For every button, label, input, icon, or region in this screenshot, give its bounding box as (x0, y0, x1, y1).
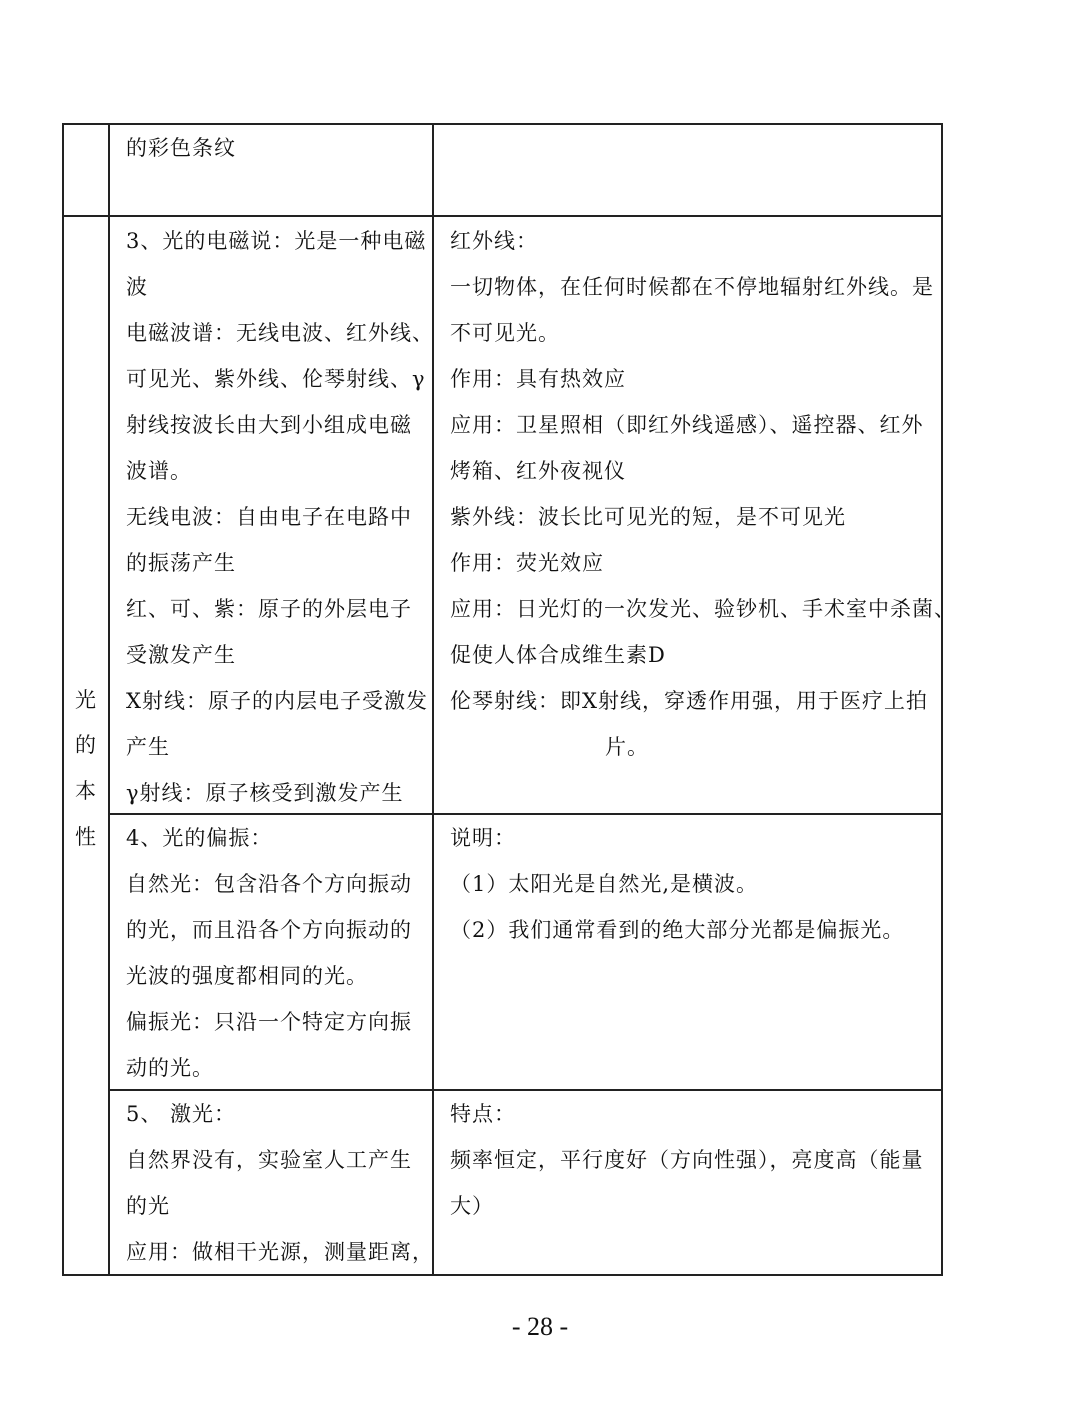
text-line: 伦琴射线：即X射线，穿透作用强，用于医疗上拍 (450, 689, 928, 713)
text-line: 一切物体，在任何时候都在不停地辐射红外线。是 (450, 275, 934, 299)
text-line: 应用：卫星照相（即红外线遥感）、遥控器、红外 (450, 413, 924, 437)
text-line: 3、光的电磁说：光是一种电磁 (126, 229, 427, 253)
text-line: 的光，而且沿各个方向振动的 (126, 918, 412, 942)
row-divider (62, 215, 943, 217)
text-line: （1）太阳光是自然光,是横波。 (450, 872, 759, 896)
row-3-left-cell (126, 815, 412, 1091)
text-line: 无线电波：自由电子在电路中 (126, 505, 412, 529)
text-line: 光波的强度都相同的光。 (126, 964, 368, 988)
text-line: 说明： (450, 826, 516, 850)
row-2-right-cell (450, 218, 956, 770)
text-line: 特点： (450, 1102, 516, 1126)
text-line: （2）我们通常看到的绝大部分光都是偏振光。 (450, 918, 905, 942)
text-line: 作用：具有热效应 (450, 367, 626, 391)
row-3-right-cell (450, 815, 904, 953)
text-line: 偏振光：只沿一个特定方向振 (126, 1010, 412, 1034)
row-4-left-cell (126, 1091, 434, 1275)
text-line: 红外线： (450, 229, 538, 253)
row-4-right-cell (450, 1091, 924, 1229)
text-line: 应用：日光灯的一次发光、验钞机、手术室中杀菌、 (450, 597, 956, 621)
text-line: 波 (126, 275, 148, 299)
text-line: 射线按波长由大到小组成电磁 (126, 413, 412, 437)
text-line: 大） (450, 1194, 494, 1218)
text-line: 的振荡产生 (126, 551, 236, 575)
text-line: 的彩色条纹 (126, 136, 236, 160)
side-label-char: 光 (75, 688, 96, 712)
text-line: 4、光的偏振： (126, 826, 273, 850)
text-line: 不可见光。 (450, 321, 560, 345)
text-line: 片。 (605, 735, 649, 759)
text-line: 的光 (126, 1194, 170, 1218)
row-1-left-cell (126, 125, 236, 171)
text-line: X射线：原子的内层电子受激发 (126, 689, 428, 713)
page-number: - 28 - (511, 1312, 569, 1341)
text-line: 动的光。 (126, 1056, 214, 1080)
text-line: 5、 激光： (126, 1102, 237, 1126)
text-line: 产生 (126, 735, 170, 759)
text-line: 自然光：包含沿各个方向振动 (126, 872, 412, 896)
text-line: 应用：做相干光源，测量距离， (126, 1240, 434, 1264)
side-label-char: 的 (75, 733, 96, 757)
side-label-char: 本 (75, 779, 96, 803)
text-line: 频率恒定，平行度好（方向性强），亮度高（能量 (450, 1148, 924, 1172)
text-line: 波谱。 (126, 459, 192, 483)
text-line: 烤箱、红外夜视仪 (450, 459, 626, 483)
text-line: 作用：荧光效应 (450, 551, 604, 575)
text-line: 受激发产生 (126, 643, 236, 667)
text-line: 促使人体合成维生素D (450, 643, 666, 667)
text-line: 红、可、紫：原子的外层电子 (126, 597, 412, 621)
side-label-char: 性 (75, 825, 96, 849)
row-2-left-cell (126, 218, 434, 816)
text-line: 自然界没有，实验室人工产生 (126, 1148, 412, 1172)
text-line: 紫外线：波长比可见光的短，是不可见光 (450, 505, 846, 529)
text-line: 可见光、紫外线、伦琴射线、γ (126, 367, 426, 391)
text-line: 电磁波谱：无线电波、红外线、 (126, 321, 434, 345)
text-line: γ射线：原子核受到激发产生 (126, 781, 404, 805)
